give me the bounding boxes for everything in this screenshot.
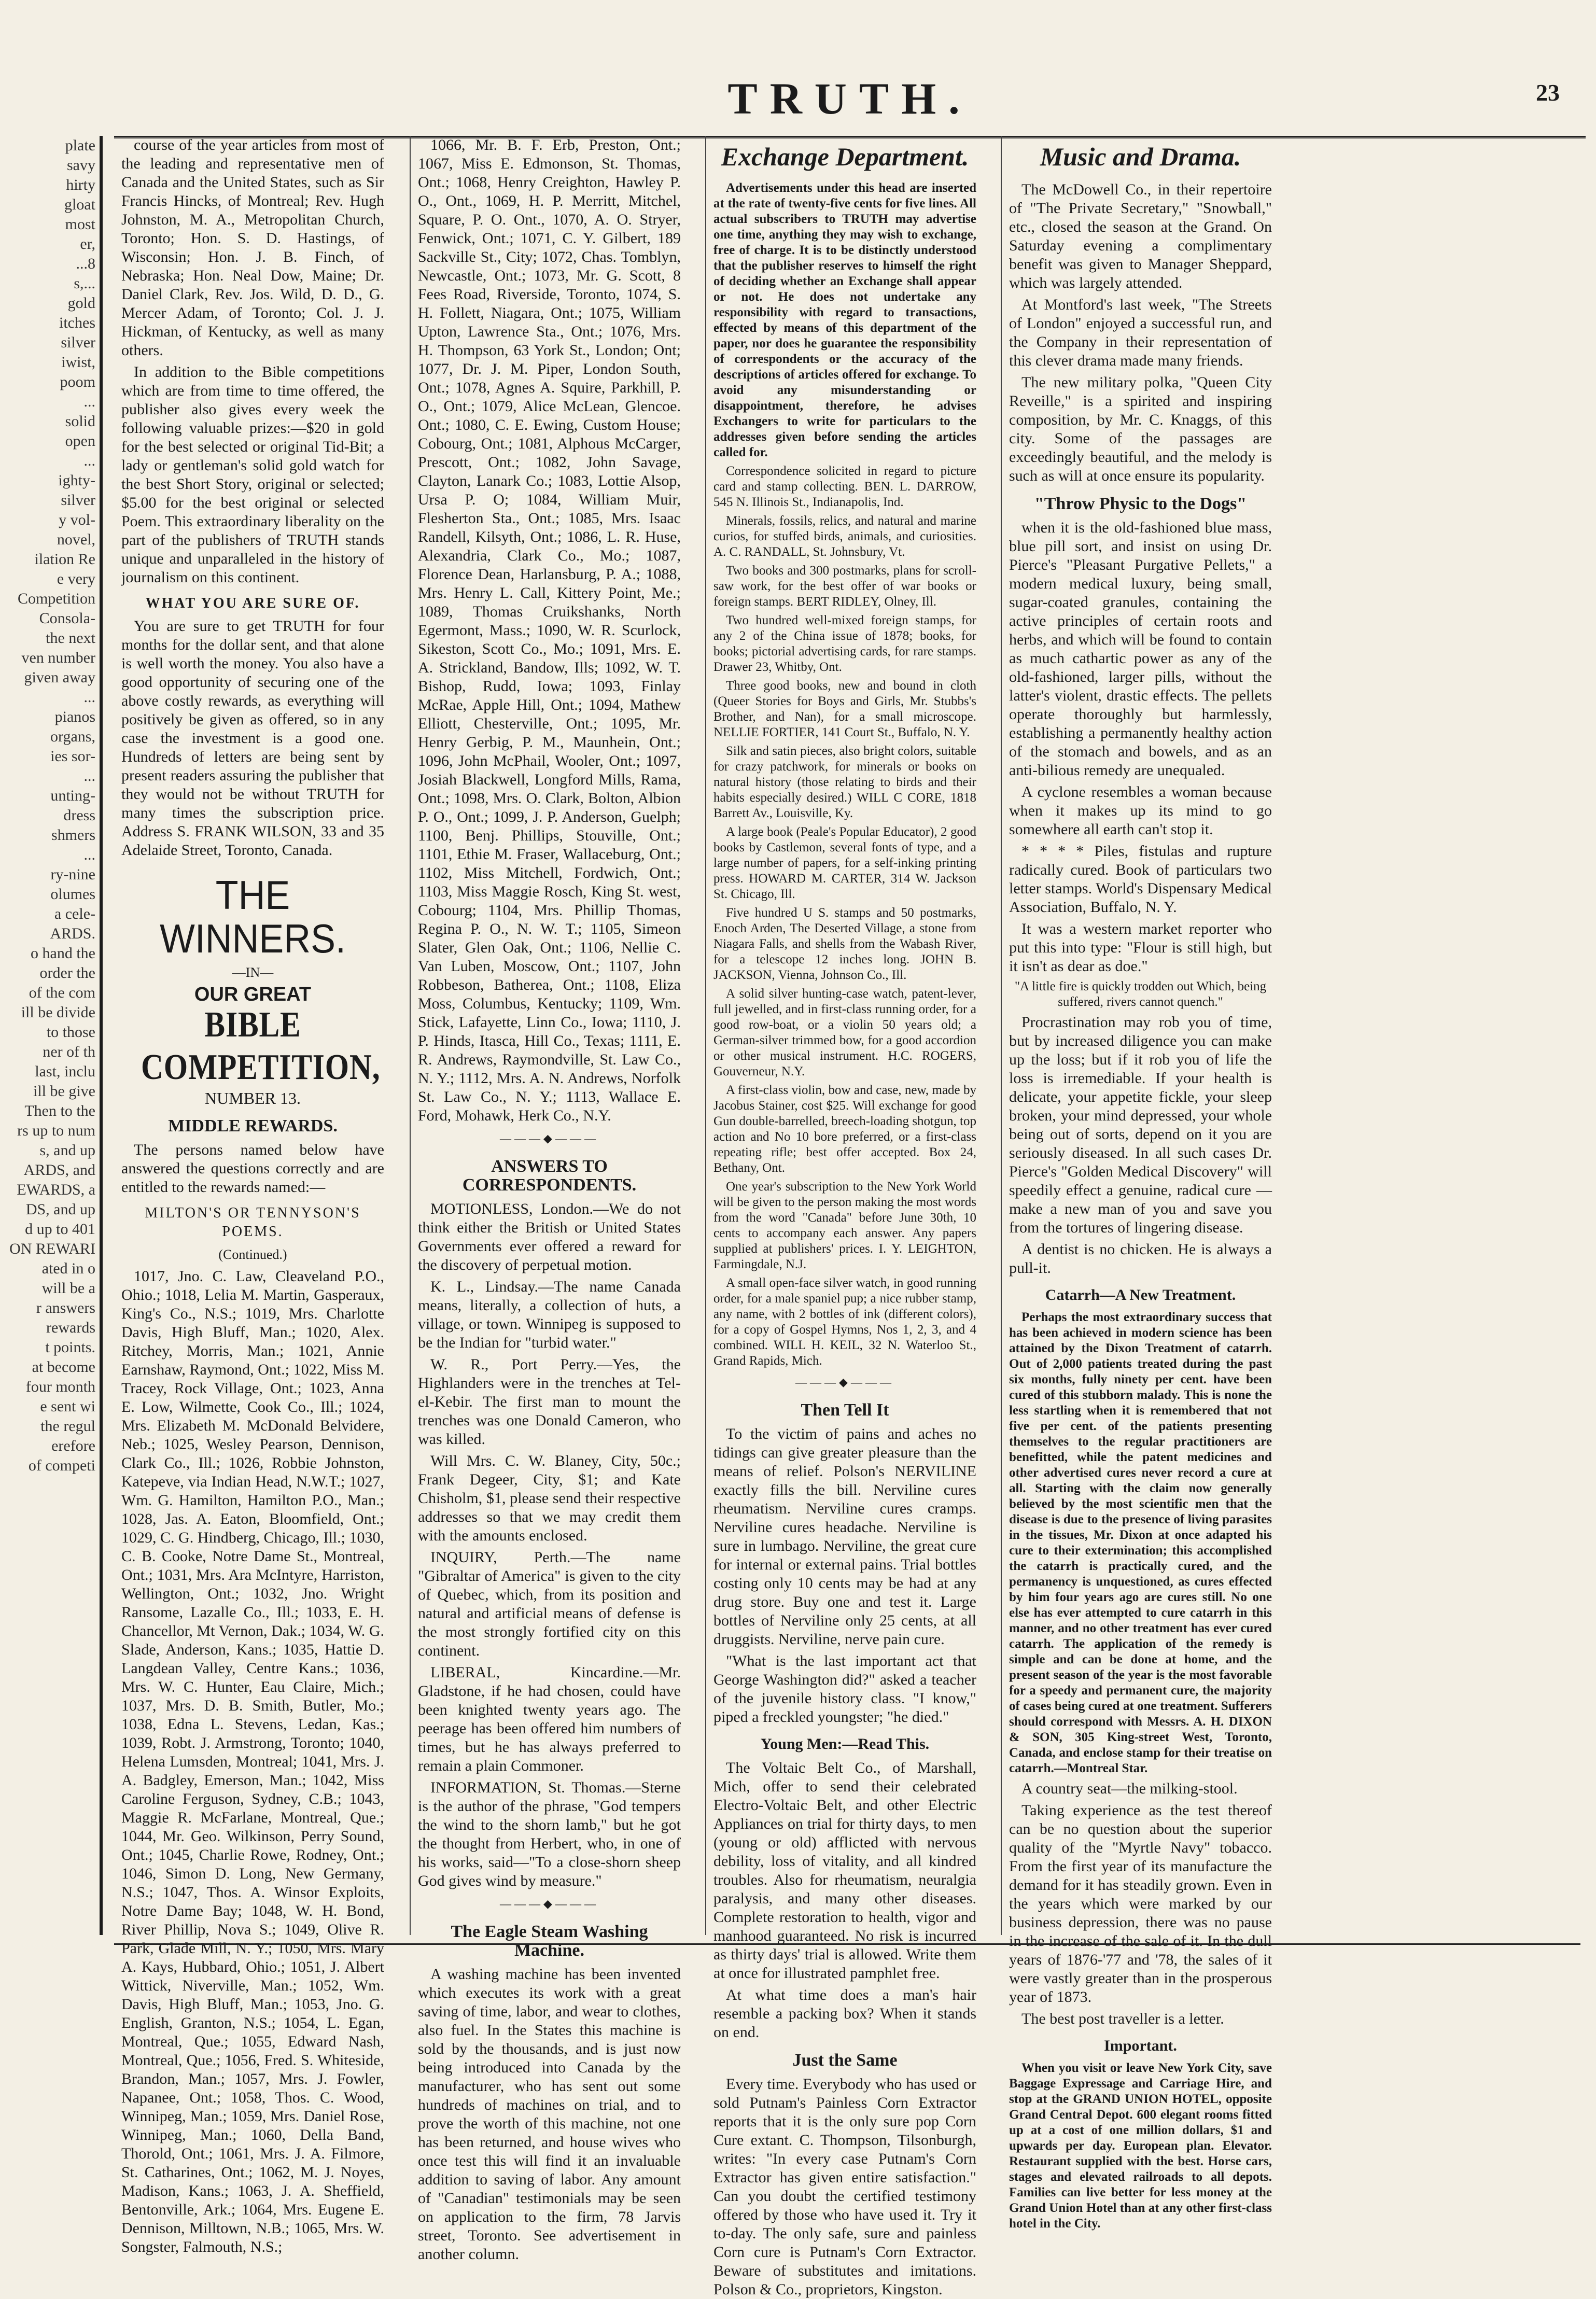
then-tell-it-heading: Then Tell It (801, 1400, 889, 1420)
fragment-line: the next (46, 629, 95, 647)
music-paragraph: At Montford's last week, "The Streets of London" enjoyed a successful run, and the Company in their representation of this clever drama made many friends. (1009, 296, 1272, 369)
fragment-line: shmers (51, 826, 95, 844)
intro-paragraph: course of the year articles from most of the leading and representative men of Canada and the United States, such as Sir Francis Hincks, of Montreal; Rev. Hugh Johnston, M. A., Metropolitan Church, Toronto; Hon. S. D. Hastings, of Wisconsin; Hon. J. B. Finch, of Nebraska; Hon. Neal Dow, Maine; Dr. Daniel Clark, Rev. Jos. Wild, D. D., G. Mercer Adam, of Toronto; Col. J. J. Hickman, of Kentucky, as well as many others. (121, 136, 384, 359)
sure-paragraph: You are sure to get TRUTH for four months for the dollar sent, and that alone is well worth the money. You also have a good opportunity of securing one of the above costly rewards, as everything will positively be given as offered, so in any case the investment is a good one. Hundreds of letters are being sent by present readers assuring the publisher that they would not be without TRUTH for many times the subscription price. Address S. FRANK WILSON, 33 and 35 Adelaide Street, Toronto, Canada. (121, 618, 384, 859)
fragment-line: most (65, 216, 95, 233)
answer-item: MOTIONLESS, London.—We do not think either the British or United States Governments ever offered a reward for the discovery of perpetual motion. (418, 1200, 681, 1273)
left-page-fragments (0, 136, 103, 1935)
exchange-item: A small open-face silver watch, in good running order, for a male spaniel pup; a nice rubber stamp, any name, with 2 bottles of ink (different colors), for a copy of Gospel Hymns, Nos 1, 2, 3, and 4 combined. WILL H. KEIL, 32 N. Waterloo St., Grand Rapids, Mich. (713, 1276, 976, 1368)
fragment-line: ON REWARI (9, 1240, 95, 1257)
page-number: 23 (1536, 79, 1560, 106)
fragment-line: ... (83, 393, 95, 410)
misc-paragraph: A country seat—the milking-stool. (1021, 1780, 1238, 1797)
fragment-line: silver (61, 334, 95, 351)
fragment-line: poom (60, 373, 95, 390)
fragment-line: rewards (46, 1319, 95, 1336)
winners-list: 1017, Jno. C. Law, Cleaveland P.O., Ohio.; 1018, Lelia M. Martin, Gasperaux, King's Co., N.S.; 1019, Mrs. Charlotte Davis, High Bluff, Man.; 1020, Alex. Ritchey, Morris, Man.; 1021, Annie Earnshaw, Raymond, Ont.; 1022, Miss M. Tracey, Rock Village, Ont.; 1023, Anna E. Low, Wilmette, Cook Co., Ill.; 1024, Mrs. Elizabeth M. McDonald Belvidere, Neb.; 1025, Wesley Pearson, Dennison, Clark Co., Ill.; 1026, Robbie Johnston, Katepeve, via Indian Head, N.W.T.; 1027, Wm. G. Hamilton, Hamilton P.O., Man.; 1028, Jas. A. Eaton, Bloomfield, Ont.; 1029, C. G. Hindberg, Chicago, Ill.; 1030, C. B. Cooke, Notre Dame St., Montreal, Ont.; 1031, Mrs. Ara McIntyre, Harriston, Wellington, Ont.; 1032, Jno. Wright Ransome, Lazalle Co., Ill.; 1033, E. H. Chancellor, Mt Vernon, Dak.; 1034, W. G. Slade, Anderson, Kans.; 1035, Hattie D. Langdean Valley, Centre Kans.; 1036, Mrs. W. C. Hunter, Eau Claire, Mich.; 1037, Mrs. D. B. Smith, Butler, Mo.; 1038, Edna L. Stevens, Ledan, Kas.; 1039, Robt. J. Armstrong, Toronto; 1040, Helena Lumsden, Montreal; 1041, Mrs. J. A. Badgley, Emerson, Man.; 1042, Miss Caroline Ferguson, Sydney, C.B.; 1043, Maggie R. McFarlane, Montreal, Que.; 1044, Mr. Geo. Wilkinson, Perry Sound, Ont.; 1045, Charlie Rowe, Rodney, Ont.; 1046, Simon D. Long, New Germany, N.S.; 1047, Thos. A. Winsor Exploits, Notre Dame Bay; 1048, W. H. Bond, River Phillip, Nova S.; 1049, Olive R. Park, Glade Mill, N. Y.; 1050, Mrs. Mary A. Kays, Hubbard, Ohio.; 1051, J. Albert Wittick, Niverville, Man.; 1052, Wm. Davis, High Bluff, Man.; 1053, Jno. G. English, Granton, N.S.; 1054, L. Egan, Montreal, Que.; 1055, Edward Nash, Montreal, Que.; 1056, Fred. S. Whiteside, Brandon, Man.; 1057, Mrs. J. Fowler, Napanee, Ont.; 1058, Thos. C. Wood, Winnipeg, Man.; 1059, Mrs. Daniel Rose, Winnipeg, Man.; 1060, Della Band, Thorold, Ont.; 1061, Mrs. J. A. Filmore, St. Catharines, Ont.; 1062, M. J. Noyes, Madison, Kans.; 1063, J. A. Sheffield, Bentonville, Ark.; 1064, Mrs. Eugene E. Dennison, Milltown, N.B.; 1065, Mrs. W. Songster, Falmouth, N.S.; (121, 1268, 384, 2255)
misc-paragraph: A dentist is no chicken. He is always a pull-it. (1009, 1241, 1272, 1277)
fragment-line: order the (39, 964, 95, 982)
answer-item: Will Mrs. C. W. Blaney, City, 50c.; Frank Degeer, City, $1; and Kate Chisholm, $1, please send their respective addresses so that we may credit them with the amounts enclosed. (418, 1452, 681, 1544)
fragment-line: plate (65, 137, 95, 154)
exchange-intro: Advertisements under this head are inserted at the rate of twenty-five cents for five lines. All actual subscribers to TRUTH may advertise one time, anything they may wish to exchange, free of charge. It is to be distinctly understood that the publisher reserves to himself the right of deciding whether an Exchange shall appear or not. He does not undertake any responsibility with regard to transactions, effected by means of this department of the paper, nor does he guarantee the responsibility of correspondents or the accuracy of the descriptions of articles offered for exchange. To avoid any misunderstanding or disappointment, therefore, he advises Exchangers to write for particulars to the addresses given before sending the articles called for. (713, 181, 976, 459)
catarrh-paragraph: Perhaps the most extraordinary success that has been achieved in modern science has been attained by the Dixon Treatment of catarrh. Out of 2,000 patients treated during the past six months, fully ninety per cent. have been cured of this stubborn malady. This is none the less startling when it is remembered that not five per cent. of the patients presenting themselves to the regular practitioners are benefitted, while the patent medicines and other advertised cures never record a cure at all. Starting with the claim now generally believed by the most scientific men that the disease is due to the presence of living parasites in the tissues, Mr. Dixon at once adapted his cure to their extermination; this accomplished the catarrh is practically cured, and the permanency is unquestioned, as cures effected by him four years ago are cures still. No one else has ever attempted to cure catarrh in this manner, and no other treatment has ever cured catarrh. The application of the remedy is simple and can be done at home, and the present season of the year is the most favorable for a speedy and permanent cure, the majority of cases being cured at one treatment. Sufferers should correspond with Messrs. A. H. DIXON & SON, 305 King-street West, Toronto, Canada, and enclose stamp for their treatise on catarrh.—Montreal Star. (1009, 1310, 1272, 1775)
fragment-line: ven number (21, 649, 95, 666)
fragment-line: EWARDS, a (17, 1181, 95, 1198)
fragment-line: ies sor- (50, 748, 95, 765)
fragment-line: olumes (50, 886, 95, 903)
then-tell-it-paragraph: To the victim of pains and aches no tidings can give greater pleasure than the means of relief. Polson's NERVILINE exactly fills the bill. Nerviline cures rheumatism. Nerviline cures cramps. Nerviline cures headache. Nerviline is sure in lumbago. Nerviline, the great cure for internal or external pains. Trial bottles costing only 10 cents may be had at any drug store. Buy one and test it. Large bottles of Nerviline only 25 cents, at all druggists. Nerviline, nerve pain cure. (713, 1425, 976, 1648)
fragment-line: silver (61, 492, 95, 509)
columns (109, 136, 1581, 2298)
sure-heading: WHAT YOU ARE SURE OF. (145, 595, 360, 611)
fragment-line: ilation Re (34, 551, 95, 568)
misc-paragraph: A cyclone resembles a woman because when it makes up its mind to go somewhere all earth can't stop it. (1009, 783, 1272, 838)
exchange-item: Correspondence solicited in regard to picture card and stamp collecting. BEN. L. DARROW, 545 N. Illinois St., Indianapolis, Ind. (713, 464, 976, 509)
fragment-line: d up to 401 (25, 1221, 95, 1238)
exchange-item: Minerals, fossils, relics, and natural and marine curios, for stuffed birds, animals, and curiosities. A. C. RANDALL, St. Johnsbury, Vt. (713, 514, 976, 559)
fragment-line: of the com (29, 984, 95, 1001)
fragment-line: e very (57, 570, 95, 587)
exchange-items (706, 464, 984, 1369)
answer-item: W. R., Port Perry.—Yes, the Highlanders were in the trenches at Tel-el-Kebir. The first man to mount the trenches was one Donald Cameron, who was killed. (418, 1356, 681, 1448)
fragment-line: dress (63, 807, 95, 824)
misc-paragraph: It was a western market reporter who put this into type: "Flour is still high, but it isn't as dear as doe." (1009, 920, 1272, 975)
just-the-same-heading: Just the Same (792, 2051, 898, 2070)
fragment-line: to those (46, 1024, 95, 1041)
answer-item: LIBERAL, Kincardine.—Mr. Gladstone, if he had chosen, could have been knighted twenty years ago. The peerage has been offered him numbers of times, but he has always preferred to remain a plain Commoner. (418, 1664, 681, 1774)
fragment-line: ... (83, 846, 95, 863)
fragment-line: ... (83, 452, 95, 469)
fragment-line: at become (32, 1358, 95, 1376)
misc-paragraph: * * * * Piles, fistulas and rupture radically cured. Book of particulars two letter stamps. World's Dispensary Medical Association, Buffalo, N. Y. (1009, 843, 1272, 916)
fragment-line: four month (25, 1378, 95, 1395)
fragment-line: ARDS. (50, 925, 95, 942)
divider: ———◆——— (500, 1132, 599, 1145)
young-men-paragraph: The Voltaic Belt Co., of Marshall, Mich, offer to send their celebrated Electro-Voltaic Belt, and other Electric Appliances on trial for thirty days, to men (young or old) afflicted with nervous debility, loss of vitality, and all kindred troubles. Also for rheumatism, neuralgia paralysis, and many other diseases. Complete restoration to health, vigor and manhood guaranteed. No risk is incurred as thirty days' trial is allowed. Write them at once for illustrated pamphlet free. (713, 1759, 976, 1982)
hair-paragraph: At what time does a man's hair resemble a packing box? When it stands on end. (713, 1986, 976, 2041)
fragment-line: given away (24, 669, 95, 686)
exchange-item: A solid silver hunting-case watch, patent-lever, full jewelled, and in first-class running order, for a good row-boat, or a violin 50 years old; a German-silver trimmed bow, for a good accordion or other musical instrument. H.C. ROGERS, Gouverneur, N.Y. (713, 987, 976, 1078)
fragment-line: e sent wi (40, 1398, 95, 1415)
fragment-line: solid (65, 413, 95, 430)
fragment-line: a cele- (54, 905, 95, 922)
fragment-line: erefore (51, 1437, 95, 1454)
column-2 (410, 136, 688, 2263)
physic-paragraph: when it is the old-fashioned blue mass, blue pill sort, and insist on using Dr. Pierce's "Pleasant Purgative Pellets," a modern medical luxury, being small, sugar-coated granules, containing the active principles of certain roots and herbs, and which will be found to contain as much cathartic power as any of the old-fashioned, larger pills, without the latter's violent, drastic effects. The pellets operate thoroughly but harmlessly, establishing a permanently healthy action of the stomach and bowels, and as an anti-bilious remedy are unequaled. (1009, 519, 1272, 779)
catarrh-heading: Catarrh—A New Treatment. (1045, 1286, 1236, 1303)
middle-rewards-heading: MIDDLE REWARDS. (168, 1116, 338, 1136)
fragment-line: gold (67, 295, 95, 312)
fragment-line: er, (80, 235, 95, 253)
fragment-line: ill be divide (21, 1004, 95, 1021)
column-1 (114, 136, 391, 2255)
exchange-item: Five hundred U S. stamps and 50 postmarks, Enoch Arden, The Deserted Village, a stone from Niagara Falls, and shells from the Wabash River, for a telescope 12 inches long. JOHN B. JACKSON, Vienna, Johnson Co., Ill. (713, 906, 976, 982)
fragment-line: s,... (74, 275, 95, 292)
exchange-item: Two books and 300 postmarks, plans for scroll-saw work, for the best offer of war books or foreign stamps. BERT RIDLEY, Olney, Ill. (713, 564, 976, 609)
fragment-line: r answers (36, 1299, 95, 1316)
column-3 (705, 136, 984, 2298)
fragment-line: y vol- (59, 511, 95, 528)
fragment-line: the regul (40, 1418, 95, 1435)
physic-heading: "Throw Physic to the Dogs" (1034, 494, 1247, 513)
answers-list (411, 1200, 688, 1890)
eagle-paragraph: A washing machine has been invented which executes its work with a great saving of time, labor, and wear to clothes, also fuel. In the States this machine is sold by the thousands, and is just now being introduced into Canada by the manufacturer, who has sent out some hundreds of machines on trial, and to prove the worth of this machine, not one has been returned, and house wives who once test this will find it an invaluable addition to saving of labor. Any amount of "Canadian" testimonials may be seen on application to the firm, 78 Jarvis street, Toronto. See advertisement in another column. (418, 1966, 681, 2263)
column-4 (1001, 136, 1279, 2231)
fragment-line: open (65, 432, 95, 450)
fragment-line: gloat (64, 196, 95, 213)
fragment-line: Competition (18, 590, 95, 607)
fragment-line: Then to the (24, 1102, 95, 1119)
music-paragraph: The McDowell Co., in their repertoire of "The Private Secretary," "Snowball," etc., closed the season at the Grand. On Saturday evening a complimentary benefit was given to Manager Sheppard, which was largely attended. (1009, 181, 1272, 291)
fragment-line: ner of th (43, 1043, 95, 1060)
music-drama-heading: Music and Drama. (1040, 142, 1241, 171)
divider: ———◆——— (500, 1897, 599, 1910)
divider: ———◆——— (795, 1376, 894, 1389)
milton-heading: MILTON'S OR TENNYSON'S POEMS. (145, 1205, 361, 1240)
page-title: TRUTH. (727, 74, 972, 123)
answer-item: K. L., Lindsay.—The name Canada means, literally, a collection of huts, a village, or town. Winnipeg is supposed to be the Indian for "turbid water." (418, 1278, 681, 1351)
washington-paragraph: "What is the last important act that George Washington did?" asked a teacher of the juvenile history class. "I know," piped a freckled youngster; "he died." (713, 1652, 976, 1726)
fragment-line: ill be give (33, 1083, 95, 1100)
answer-item: INQUIRY, Perth.—The name "Gibraltar of America" is given to the city of Quebec, which, from its position and natural and artificial means of defense is the most strongly fortified city on this continent. (418, 1549, 681, 1659)
fragment-line: Consola- (39, 610, 95, 627)
misc-paragraph: Procrastination may rob you of time, but by increased diligence you can make up the loss; but if it rob you of life the loss is irremediable. If your health is delicate, your appetite fickle, your sleep broken, your mind depressed, your whole being out of sorts, depend on it you are seriously diseased. In all such cases Dr. Pierce's "Golden Medical Discovery" will speedily effect a genuine, radical cure —make a new man of you and save you from the tortures of lingering disease. (1009, 1014, 1272, 1236)
answer-item: INFORMATION, St. Thomas.—Sterne is the author of the phrase, "God tempers the wind to the shorn lamb," but he got the thought from Herbert, who, in one of his works, said—"To a close-shorn sheep God gives wind by measure." (418, 1779, 681, 1889)
winners-heading: THE WINNERS. (160, 872, 346, 961)
fragment-line: t points. (45, 1339, 95, 1356)
winners-list: 1066, Mr. B. F. Erb, Preston, Ont.; 1067, Miss E. Edmonson, St. Thomas, Ont.; 1068, Henry Creighton, Hawley P. O., Ont., 1069, H. P. Merritt, Mitchel, Square, P. O. Ont., 1070, A. O. Stryer, Fenwick, Ont.; 1071, C. Y. Gilbert, 189 Sackville St., City; 1072, Chas. Tomblyn, Newcastle, Ont.; 1073, Mr. G. Scott, 8 Fees Road, Riverside, Toronto, 1074, S. H. Follett, Niagara, Ont.; 1075, William Upton, Lawrence Sta., Ont.; 1076, Mrs. H. Thompson, 63 York St., London; Ont; 1077, Dr. J. M. Piper, London South, Ont.; 1078, Agnes A. Squire, Parkhill, P. O., Ont.; 1079, Alice McLean, Glencoe. Ont.; 1080, C. E. Ewing, Custom House; Cobourg, Ont.; 1081, Alphous McCarger, Prescott, Ont.; 1082, John Savage, Clayton, Lanark Co.; 1083, Lottie Alsop, Ursa P. O; 1084, William Muir, Flesherton Sta., Ont.; 1085, Mrs. Isaac Randell, Kilsyth, Ont.; 1086, L. R. Huse, Alexandria, Clark Co., Mo.; 1087, Florence Dean, Harlansburg, P. A.; 1088, Mrs. Henry L. Call, Kittery Point, Me.; 1089, Thomas Cruikshanks, North Egermont, Mass.; 1090, W. R. Scurlock, Sikeston, Scott Co., Mo.; 1091, Mrs. E. A. Strickland, Bandow, Ills; 1092, W. T. Bishop, Rudd, Iowa; 1093, Finlay McRae, Apple Hill, Ont.; 1094, Mathew Elliott, Chesterville, Ont.; 1095, Mr. Henry Gerbig, P. M., Maunhein, Ont.; 1096, John McPhail, Wooler, Ont.; 1097, Josiah Blackwell, Longford Mills, Rama, Ont.; 1098, Mrs. O. Clark, Bolton, Albion P. O., Ont.; 1099, J. P. Anderson, Guelph; 1100, Benj. Phillips, Stouville, Ont.; 1101, Ethie M. Fraser, Wallaceburg, Ont.; 1102, Miss Mitchell, Fordwich, Ont.; 1103, Miss Maggie Rosch, King St. west, Cobourg; 1104, Mrs. Phillip Thomas, Regina P. O., N. W. T.; 1105, Simeon Slater, Glen Oak, Ont.; 1106, Nellie C. Van Luben, Moscow, Ont.; 1107, John Robbeson, Batherea, Ont.; 1108, Eliza Moss, Columbus, Kentucky; 1109, Wm. Stick, Lafayette, Linn Co., Iowa; 1110, J. P. Hinds, Itasca, Hill Co., Texas; 1111, E. R. Andrews, Raymondville, St. Law Co., N. Y.; 1112, Mrs. A. N. Andrews, Norfolk St. Law Co., N. Y.; 1113, Wallace E. Ford, Mohawk, Herk Co., N.Y. (418, 136, 681, 1124)
answers-heading: ANSWERS TO CORRESPONDENTS. (462, 1157, 637, 1195)
middle-rewards-intro: The persons named below have answered the questions correctly and are entitled to the rewards named:— (121, 1141, 384, 1196)
exchange-item: Silk and satin pieces, also bright colors, suitable for crazy patchwork, for minerals or books on natural history (those relating to birds and their habits especially desired.) WILL C CORE, 1818 Barrett Av., Louisville, Ky. (713, 744, 976, 820)
our-great-label: OUR GREAT (194, 984, 312, 1005)
young-men-heading: Young Men:—Read This. (760, 1735, 930, 1753)
important-heading: Important. (1104, 2037, 1177, 2054)
fragment-line: savy (67, 157, 95, 174)
fragment-line: o hand the (31, 945, 95, 962)
fragment-line: of competi (28, 1457, 95, 1474)
misc-paragraph: Taking experience as the test thereof can be no question about the superior quality of the "Myrtle Navy" tobacco. From the first year of its manufacture the demand for it has steadily grown. Even in the years which were marked by our business depression, there was no pause in the increase of the sale of it. In the dull years of 1876-'77 and '78, the sales of it were vastly greater than in the prosperous year of 1873. (1009, 1802, 1272, 2006)
fragment-line: unting- (50, 787, 95, 804)
eagle-heading: The Eagle Steam Washing Machine. (451, 1922, 648, 1960)
masthead (114, 47, 1586, 124)
just-the-same-paragraph: Every time. Everybody who has used or sold Putnam's Painless Corn Extractor reports that it is the only sure pop Corn Cure extant. C. Thompson, Tilsonburgh, writes: "In every case Putnam's Corn Extractor has given entire satisfaction." Can you doubt the certified testimony offered by those who have used it. Try it to-day. The only safe, sure and painless Corn cure is Putnam's Corn Extractor. Beware of substitutes and imitations. Polson & Co., proprietors, Kingston. (713, 2076, 976, 2298)
fragment-line: ... (83, 689, 95, 706)
fragment-line: ARDS, and (23, 1161, 95, 1179)
fragment-line: s, and up (39, 1142, 95, 1159)
fragment-line: ry-nine (50, 866, 95, 883)
fragment-line: iwist, (61, 354, 95, 371)
bible-competition-heading: BIBLE COMPETITION, (141, 1005, 381, 1087)
fragment-line: DS, and up (25, 1201, 95, 1218)
exchange-heading: Exchange Department. (721, 142, 969, 171)
continued-label: (Continued.) (218, 1247, 287, 1262)
fragment-line: ... (83, 767, 95, 784)
exchange-item: Two hundred well-mixed foreign stamps, for any 2 of the China issue of 1878; books, for books; pictorial advertising cards, for rare stamps. Drawer 23, Whitby, Ont. (713, 613, 976, 674)
in-label: —IN— (232, 965, 274, 980)
exchange-item: A first-class violin, bow and case, new, made by Jacobus Stainer, cost $25. Will exchange for good Gun double-barrelled, breech-loading shotgun, top action and No 10 bore preferred, or a first-class repeating rifle; best offer accepted. Box 24, Bethany, Ont. (713, 1083, 976, 1175)
fragment-line: organs, (50, 728, 95, 745)
fragment-line: will be a (41, 1280, 95, 1297)
footer-rule (114, 1943, 1580, 1945)
fragment-line: ated in o (41, 1260, 95, 1277)
important-paragraph: When you visit or leave New York City, save Baggage Expressage and Carriage Hire, and stop at the GRAND UNION HOTEL, opposite Grand Central Depot. 600 elegant rooms fitted up at a cost of one million dollars, $1 and upwards per day. European plan. Elevator. Restaurant supplied with the best. Horse cars, stages and elevated railroads to all depots. Families can live better for less money at the Grand Union Hotel than at any other first-class hotel in the City. (1009, 2061, 1272, 2231)
fragment-line: hirty (66, 176, 95, 193)
fragment-line: novel, (57, 531, 95, 548)
fragment-line: ighty- (58, 472, 95, 489)
verse: "A little fire is quickly trodden out Which, being suffered, rivers cannot quench." (1014, 979, 1267, 1009)
fragment-line: ...8 (76, 255, 95, 272)
music-paragraph: The new military polka, "Queen City Reveille," is a spirited and inspiring composition, by Mr. C. Knaggs, of this city. Some of the passages are exceedingly beautiful, and the melody is such as will at once ensure its popularity. (1009, 374, 1272, 484)
misc-paragraph: The best post traveller is a letter. (1021, 2010, 1224, 2027)
fragment-line: last, inclu (35, 1063, 95, 1080)
intro-paragraph: In addition to the Bible competitions which are from time to time offered, the publisher also gives every week the following valuable prizes:—$20 in gold for the best selected or original Tid-Bit; a lady or gentleman's solid gold watch for the best Short Story, original or selected; $5.00 for the best original or selected Poem. This extraordinary liberality on the part of the publishers of TRUTH stands unique and unparalleled in the history of journalism on this continent. (121, 363, 384, 586)
fragment-line: pianos (54, 708, 95, 725)
competition-number: NUMBER 13. (205, 1089, 301, 1108)
fragment-line: rs up to num (17, 1122, 95, 1139)
exchange-item: One year's subscription to the New York World will be given to the person making the most words from the word "Canada" before June 30th, 10 cents to accompany each answer. Any papers supplied at publishers' prices. I. Y. LEIGHTON, Farmingdale, N.J. (713, 1180, 976, 1271)
exchange-item: Three good books, new and bound in cloth (Queer Stories for Boys and Girls, Mr. Stubbs's Brother, and Nan), for a small microscope. NELLIE FORTIER, 141 Court St., Buffalo, N. Y. (713, 679, 976, 739)
fragment-line: itches (59, 314, 95, 331)
exchange-item: A large book (Peale's Popular Educator), 2 good books by Castlemon, several fonts of type, and a large number of papers, for a self-inking printing press. HOWARD M. CARTER, 314 W. Jackson St. Chicago, Ill. (713, 825, 976, 901)
